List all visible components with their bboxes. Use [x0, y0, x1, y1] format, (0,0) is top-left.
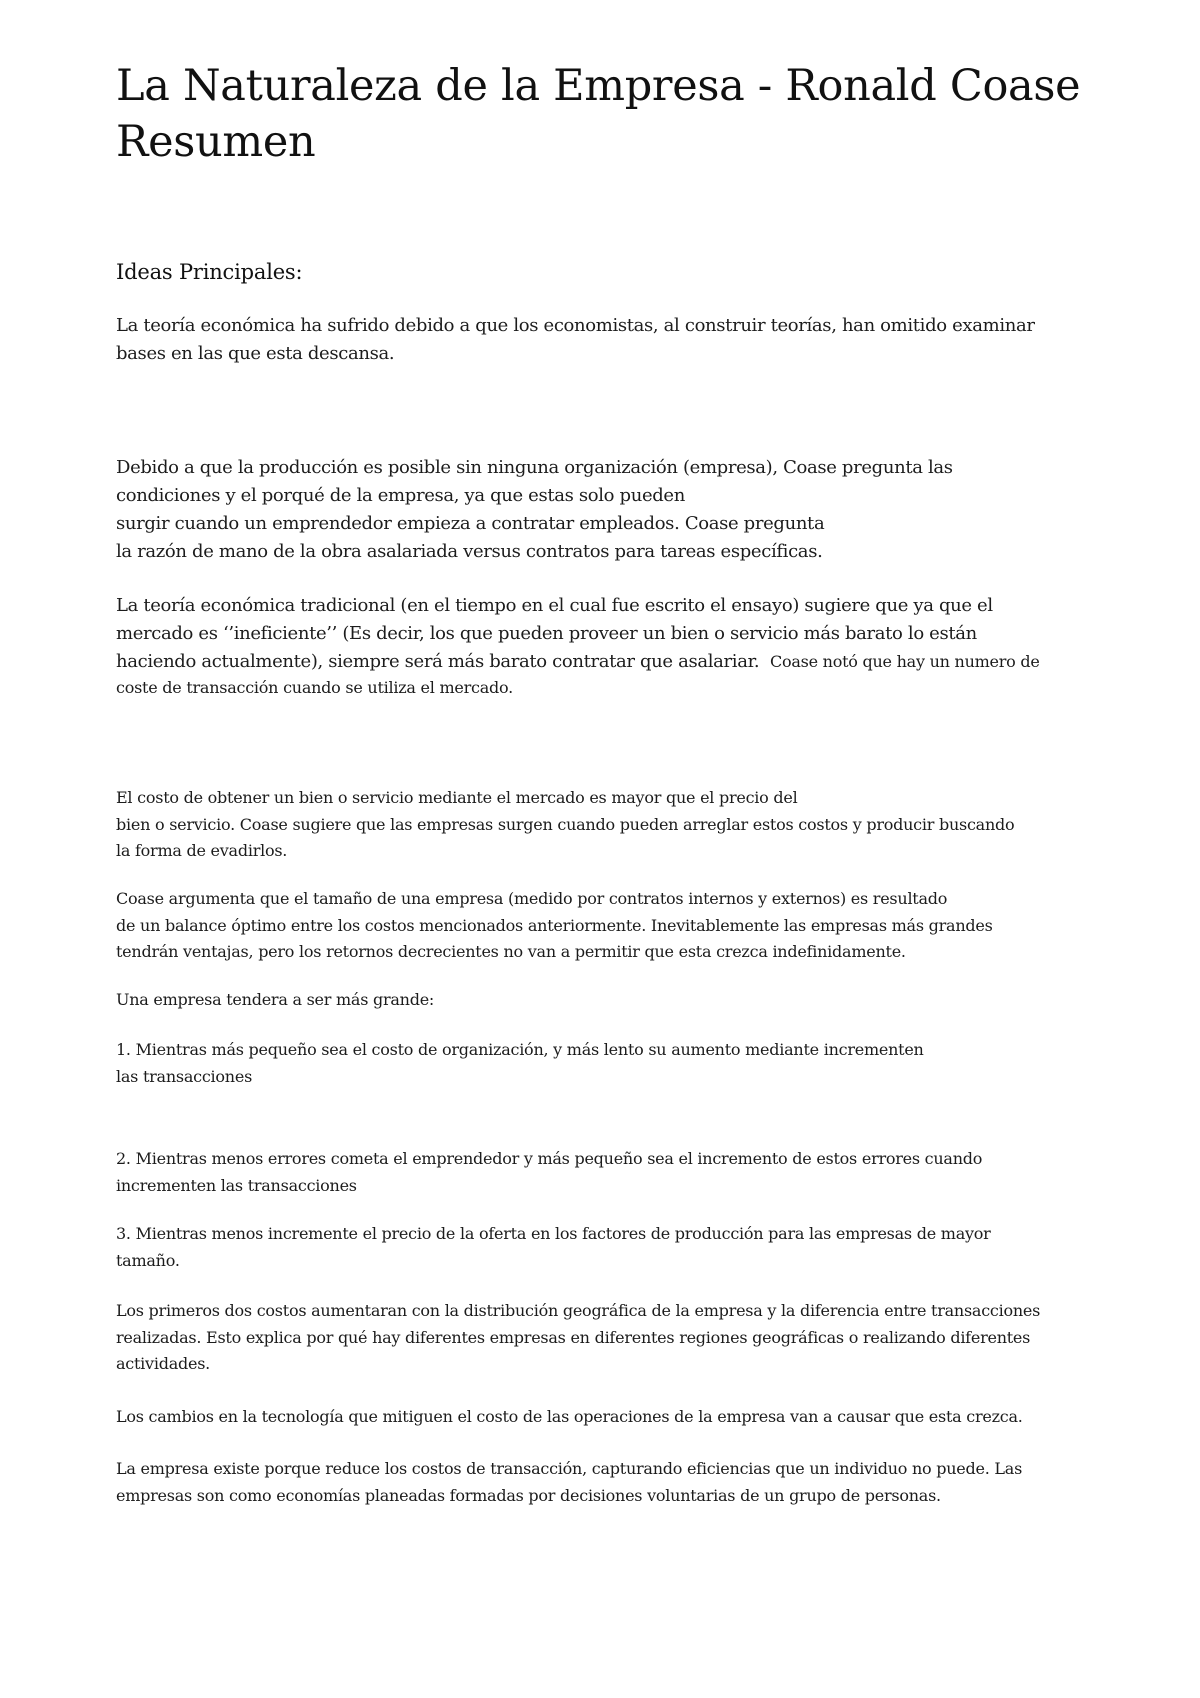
paragraph: [116, 454, 1166, 566]
paragraph-line: La teoría económica ha sufrido debido a que los economistas, al construir teorías, han omitido examinar: [116, 315, 1035, 336]
paragraph-line: bien o servicio. Coase sugiere que las empresas surgen cuando pueden arreglar estos costos y producir buscando: [116, 814, 1015, 834]
paragraph-line: condiciones y el porqué de la empresa, ya que estas solo pueden: [116, 485, 685, 506]
list-item: [116, 1146, 1166, 1199]
paragraph-line: Los cambios en la tecnología que mitiguen el costo de las operaciones de la empresa van a causar que esta crezca.: [116, 1407, 1023, 1426]
paragraph-line-main: haciendo actualmente), siempre será más barato contratar que asalariar.: [116, 651, 760, 672]
paragraph: [116, 592, 1166, 676]
paragraph-line: La teoría económica tradicional (en el tiempo en el cual fue escrito el ensayo) sugiere que ya que el: [116, 595, 993, 616]
title-line: Resumen: [116, 117, 316, 167]
paragraph: [116, 1456, 1166, 1509]
paragraph-line: bases en las que esta descansa.: [116, 343, 395, 364]
paragraph-line-tail: Coase notó que hay un numero de: [769, 652, 1040, 671]
paragraph-line: la forma de evadirlos.: [116, 841, 288, 860]
paragraph: [116, 1404, 1166, 1431]
list-item: [116, 1037, 1166, 1090]
paragraph-line: Una empresa tendera a ser más grande:: [116, 990, 435, 1009]
paragraph-line: Coase argumenta que el tamaño de una empresa (medido por contratos internos y externos) es resultado: [116, 889, 948, 908]
paragraph-line: El costo de obtener un bien o servicio mediante el mercado es mayor que el precio del: [116, 788, 798, 807]
paragraph-line: 1. Mientras más pequeño sea el costo de organización, y más lento su aumento mediante incrementen: [116, 1040, 924, 1059]
paragraph-line: Debido a que la producción es posible sin ninguna organización (empresa), Coase pregunta las: [116, 457, 953, 478]
paragraph-line: la razón de mano de la obra asalariada versus contratos para tareas específicas.: [116, 541, 823, 562]
paragraph-line: [116, 648, 1166, 676]
paragraph-line: las transacciones: [116, 1066, 253, 1086]
paragraph: [116, 1298, 1166, 1378]
paragraph-continuation: [116, 675, 1166, 702]
paragraph-line: realizadas. Esto explica por qué hay diferentes empresas en diferentes regiones geográficas o realizando diferentes: [116, 1327, 1031, 1347]
paragraph-line: incrementen las transacciones: [116, 1175, 357, 1195]
paragraph-line: mercado es ‘’ineficiente’’ (Es decir, los que pueden proveer un bien o servicio más barato lo están: [116, 623, 977, 644]
paragraph-line: de un balance óptimo entre los costos mencionados anteriormente. Inevitablemente las empresas más grandes: [116, 915, 993, 935]
paragraph-line: surgir cuando un emprendedor empieza a contratar empleados. Coase pregunta: [116, 513, 825, 534]
paragraph-line: coste de transacción cuando se utiliza el mercado.: [116, 678, 513, 697]
paragraph-line: tamaño.: [116, 1250, 180, 1270]
document-title: [116, 58, 1116, 170]
paragraph-line: actividades.: [116, 1354, 210, 1373]
section-heading: Ideas Principales:: [116, 260, 303, 284]
paragraph: [116, 886, 1166, 966]
paragraph-line: 3. Mientras menos incremente el precio de la oferta en los factores de producción para las empresas de mayor: [116, 1224, 991, 1243]
list-item: [116, 1221, 1166, 1274]
paragraph: [116, 987, 1166, 1014]
title-line: La Naturaleza de la Empresa - Ronald Coase: [116, 61, 1081, 111]
paragraph-line: empresas son como economías planeadas formadas por decisiones voluntarias de un grupo de personas.: [116, 1485, 941, 1505]
paragraph-line: Los primeros dos costos aumentaran con la distribución geográfica de la empresa y la diferencia entre transacciones: [116, 1301, 1041, 1320]
paragraph-line: La empresa existe porque reduce los costos de transacción, capturando eficiencias que un individuo no puede. Las: [116, 1459, 1023, 1478]
paragraph: [116, 785, 1166, 865]
paragraph-line: 2. Mientras menos errores cometa el emprendedor y más pequeño sea el incremento de estos errores cuando: [116, 1149, 983, 1168]
paragraph: [116, 312, 1166, 368]
paragraph-line: tendrán ventajas, pero los retornos decrecientes no van a permitir que esta crezca indefinidamente.: [116, 942, 906, 961]
